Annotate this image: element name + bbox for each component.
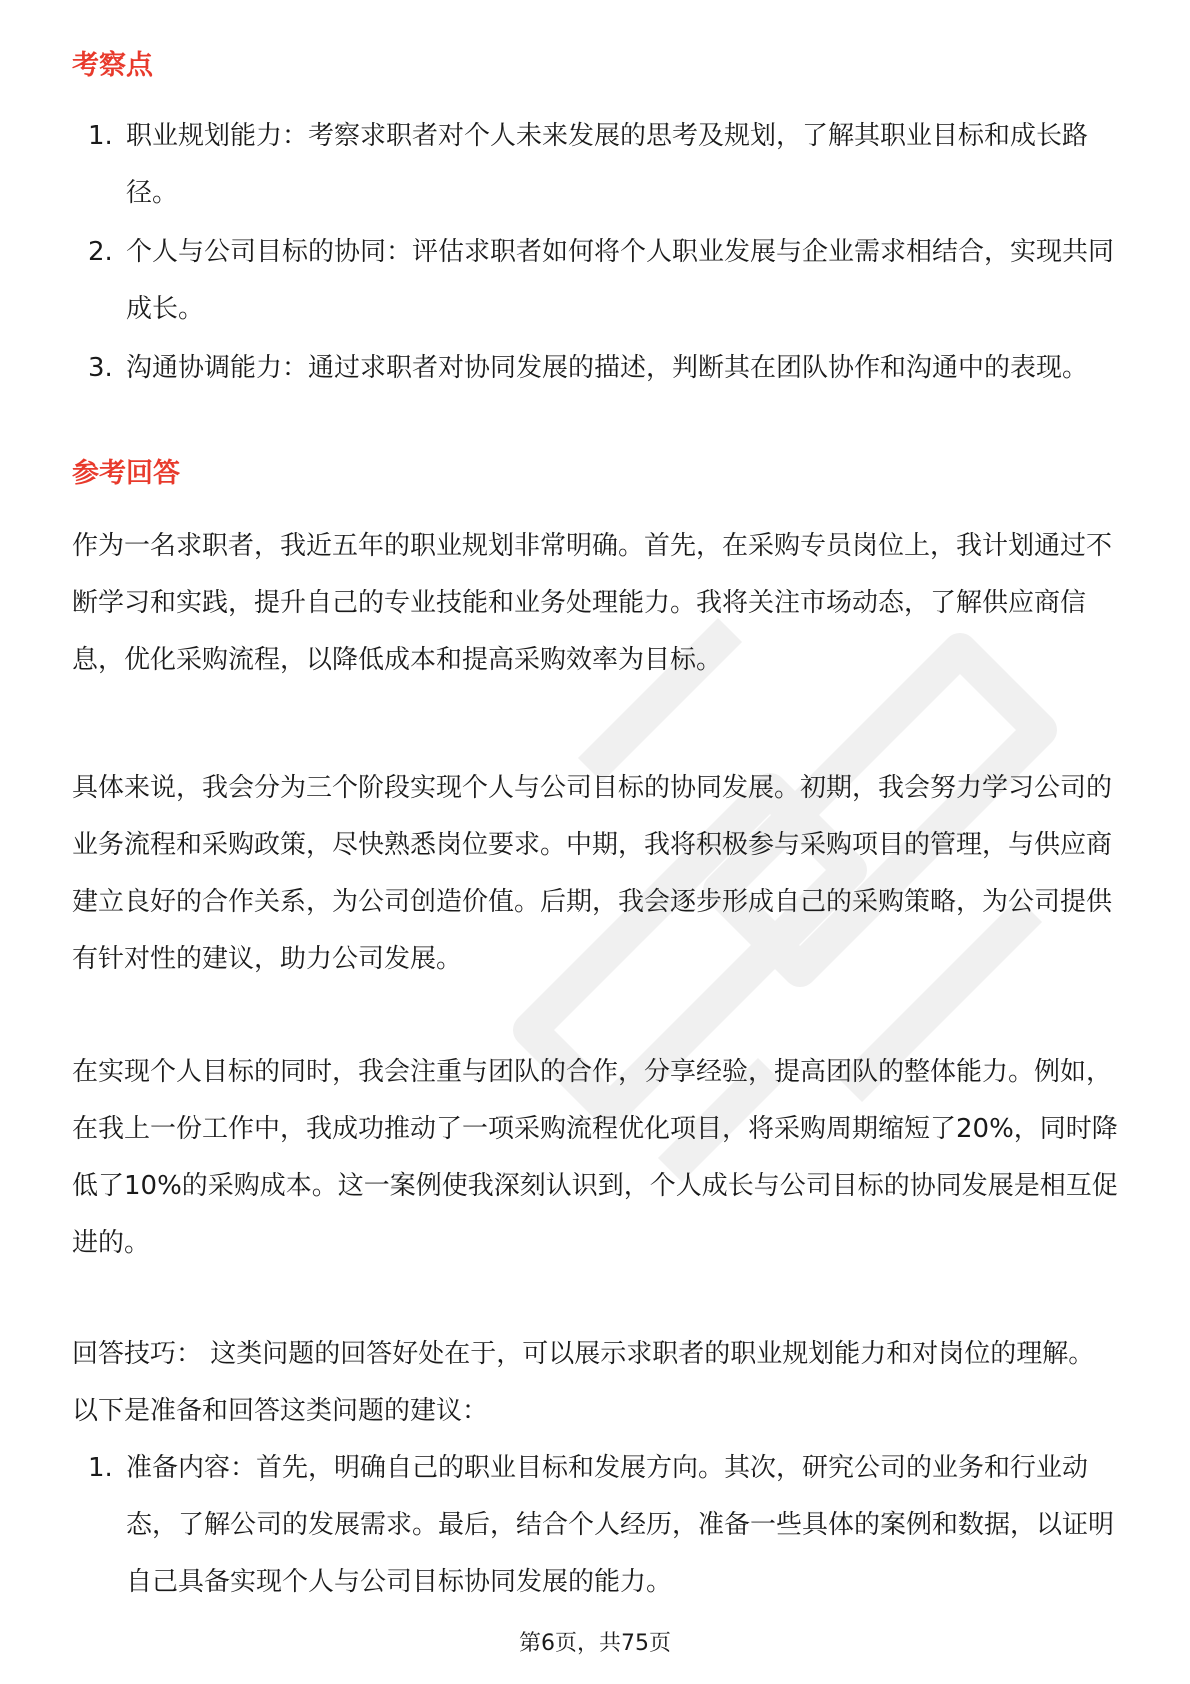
list-item-number: 3. [88, 353, 113, 383]
list-item-text: 个人与公司目标的协同：评估求职者如何将个人职业发展与企业需求相结合，实现共同成长。 [126, 237, 1115, 324]
section-title-focus: 考察点 [72, 50, 153, 81]
list-item [72, 340, 1122, 397]
answer-paragraph-3: 在实现个人目标的同时，我会注重与团队的合作，分享经验，提高团队的整体能力。例如，在我上一份工作中，我成功推动了一项采购流程优化项目，将采购周期缩短了20%，同时降低了10%的采购成本。这一案例使我深刻认识到，个人成长与公司目标的协同发展是相互促进的。 [72, 1057, 1118, 1258]
answer-paragraph-1: 作为一名求职者，我近五年的职业规划非常明确。首先，在采购专员岗位上，我计划通过不断学习和实践，提升自己的专业技能和业务处理能力。我将关注市场动态，了解供应商信息，优化采购流程，以降低成本和提高采购效率为目标。 [72, 531, 1113, 675]
list-item-number: 2. [88, 237, 113, 267]
list-item-text: 沟通协调能力：通过求职者对协同发展的描述，判断其在团队协作和沟通中的表现。 [126, 353, 1089, 383]
answer-tips-intro: 回答技巧： 这类问题的回答好处在于，可以展示求职者的职业规划能力和对岗位的理解。以下是准备和回答这类问题的建议： [72, 1339, 1095, 1426]
page-number-footer: 第6页，共75页 [519, 1631, 671, 1656]
focus-points-list [72, 108, 1122, 399]
tips-list [72, 1440, 1122, 1613]
list-item-text: 职业规划能力：考察求职者对个人未来发展的思考及规划，了解其职业目标和成长路径。 [126, 121, 1089, 208]
answer-paragraph-2: 具体来说，我会分为三个阶段实现个人与公司目标的协同发展。初期，我会努力学习公司的业务流程和采购政策，尽快熟悉岗位要求。中期，我将积极参与采购项目的管理，与供应商建立良好的合作关系，为公司创造价值。后期，我会逐步形成自己的采购策略，为公司提供有针对性的建议，助力公司发展。 [72, 773, 1113, 974]
list-item-number: 1. [88, 1453, 113, 1483]
list-item [72, 1440, 1122, 1611]
list-item [72, 108, 1122, 222]
list-item-number: 1. [88, 121, 113, 151]
section-title-answer: 参考回答 [72, 458, 180, 489]
list-item [72, 224, 1122, 338]
list-item-text: 准备内容：首先，明确自己的职业目标和发展方向。其次，研究公司的业务和行业动态，了解公司的发展需求。最后，结合个人经历，准备一些具体的案例和数据，以证明自己具备实现个人与公司目标协同发展的能力。 [126, 1453, 1115, 1597]
